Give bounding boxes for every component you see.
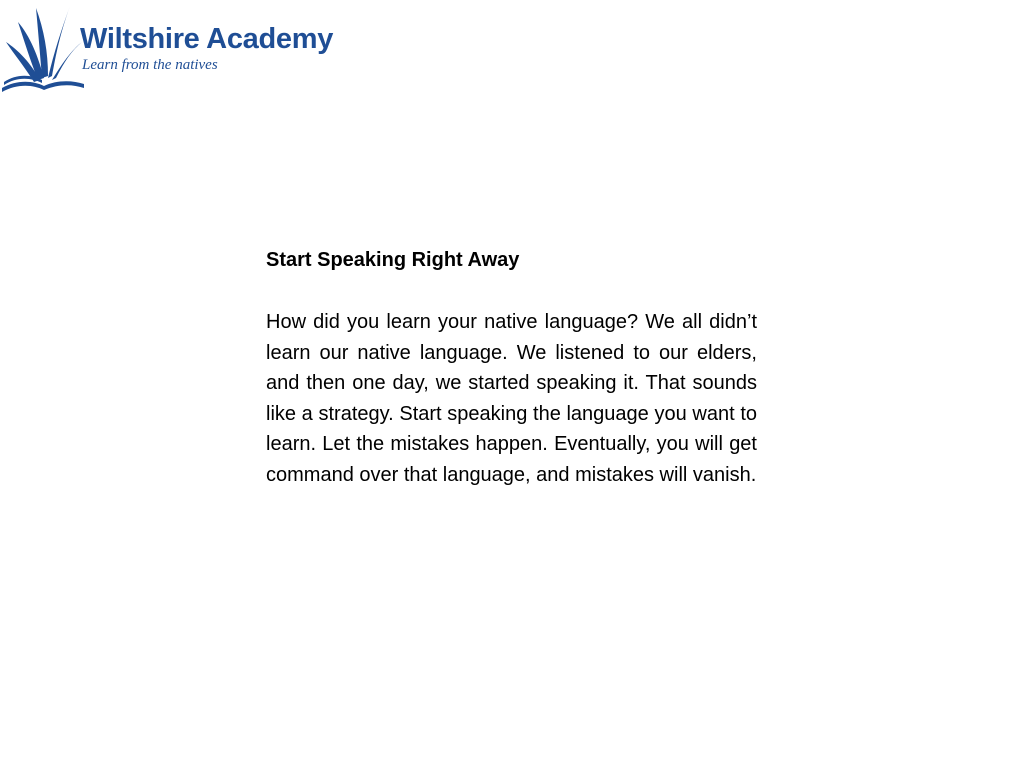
logo-name: Wiltshire Academy <box>80 23 334 55</box>
academy-logo <box>0 0 360 100</box>
article-heading: Start Speaking Right Away <box>266 249 520 271</box>
logo-tagline: Learn from the natives <box>82 57 218 73</box>
open-book-with-leaves-icon <box>0 2 84 94</box>
article <box>266 246 757 491</box>
article-body: How did you learn your native language? We all didn’t learn our native language. We listened to our elders, and then one day, we started speaking it. That sounds like a strategy. Start speaking the language you want to learn. Let the mistakes happen. Eventually, you will get command over that language, and mistakes will vanish. <box>266 311 757 486</box>
